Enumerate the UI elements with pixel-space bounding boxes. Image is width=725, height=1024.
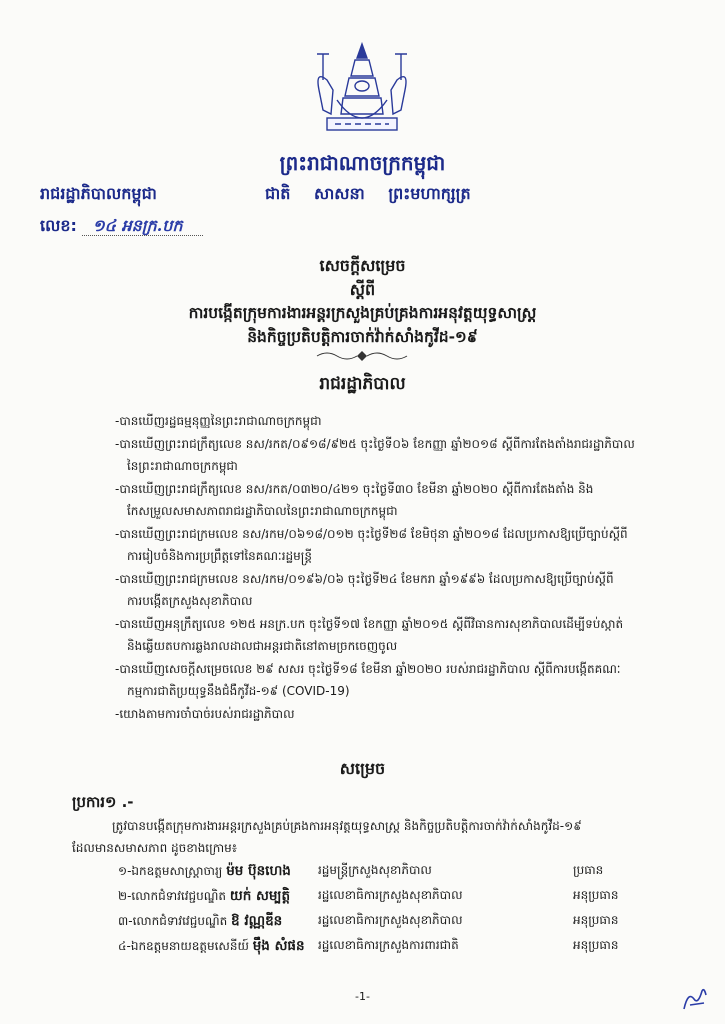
member-position: រដ្ឋមន្ត្រីក្រសួងសុខាភិបាល <box>318 863 432 877</box>
member-name: ១-ឯកឧត្តមសាស្ត្រាចារ្យ ម៉ម ប៊ុនហេង <box>118 863 291 879</box>
whereas-clauses <box>115 410 685 725</box>
member-row <box>118 910 678 935</box>
whereas-line: -បានឃើញសេចក្តីសម្រេចលេខ ២៩ សសរ ចុះថ្ងៃទី១៨ ខែមីនា ឆ្នាំ២០២០ របស់រាជរដ្ឋាភិបាល ស្តីពីការបង្កើតគណៈ <box>115 661 621 676</box>
document-number-label: លេខ: <box>40 216 77 235</box>
member-role: អនុប្រធាន <box>573 938 619 952</box>
whereas-line: និងឆ្លើយតបការឆ្លងរាលដាលជាអន្តរជាតិនៅតាមច្រកចេញចូល <box>127 639 398 653</box>
whereas-line: -បានឃើញរដ្ឋធម្មនុញ្ញនៃព្រះរាជាណាចក្រកម្ពុជា <box>115 414 322 428</box>
whereas-line: -បានឃើញព្រះរាជក្រឹត្យលេខ នស/រកត/០៣២០/៤២១ ចុះថ្ងៃទី៣០ ខែមីនា ឆ្នាំ២០២០ ស្តីពីការតែងតាំង និង <box>115 481 594 496</box>
whereas-line: -បានឃើញអនុក្រឹត្យលេខ ១២៥ អនក្រ.បក ចុះថ្ងៃទី១៧ ខែកញ្ញា ឆ្នាំ២០១៥ ស្តីពីវិធានការសុខាភិបាលដើម្បីទប់ស្កាត់ <box>115 616 624 631</box>
member-name: ២-លោកជំទាវវេជ្ជបណ្ឌិត យក់ សម្បត្តិ <box>118 888 291 904</box>
whereas-line: នៃព្រះរាជាណាចក្រកម្ពុជា <box>127 459 238 473</box>
member-position: រដ្ឋលេខាធិការក្រសួងការពារជាតិ <box>318 938 459 952</box>
article-1-body <box>72 815 687 859</box>
motto-religion: សាសនា <box>313 184 365 203</box>
kingdom-name: ព្រះរាជាណាចក្រកម្ពុជា <box>279 151 446 175</box>
whereas-line: -យោងតាមការចាំបាច់របស់រាជរដ្ឋាភិបាល <box>115 706 295 721</box>
motto-king: ព្រះមហាក្សត្រ <box>388 184 471 203</box>
member-list <box>118 860 678 960</box>
member-row <box>118 885 678 910</box>
whereas-line: កម្មការជាតិប្រយុទ្ធនឹងជំងឺកូវីដ-១៩ (COVID-19) <box>127 684 350 698</box>
issuing-government: រាជរដ្ឋាភិបាលកម្ពុជា <box>40 184 157 203</box>
member-role: អនុប្រធាន <box>573 888 619 902</box>
title-subject-line-2: និងកិច្ចប្រតិបត្តិការចាក់វ៉ាក់សាំងកូវីដ-១៩ <box>247 328 478 346</box>
divider-ornament-icon <box>312 350 412 362</box>
member-role: ប្រធាន <box>573 863 604 877</box>
title-regarding: ស្តីពី <box>349 280 376 299</box>
title-subject-line-1: ការបង្កើតក្រុមការងារអន្តរក្រសួងគ្រប់គ្រងការអនុវត្តយុទ្ធសាស្ត្រ <box>188 304 537 322</box>
royal-coat-of-arms-icon <box>297 40 427 140</box>
page-number: -1- <box>355 990 370 1003</box>
member-position: រដ្ឋលេខាធិការក្រសួងសុខាភិបាល <box>318 888 463 902</box>
member-name: ៣-លោកជំទាវវេជ្ជបណ្ឌិត ឱ វណ្ណឌីន <box>118 913 283 929</box>
article-1-line: ត្រូវបានបង្កើតក្រុមការងារអន្តរក្រសួងគ្រប់គ្រងការអនុវត្តយុទ្ធសាស្ត្រ និងកិច្ចប្រតិបត្តិការចាក់វ៉ាក់សាំងកូវីដ-១៩ <box>112 819 582 833</box>
handwritten-initial-icon <box>680 985 710 1013</box>
member-position: រដ្ឋលេខាធិការក្រសួងសុខាភិបាល <box>318 913 463 927</box>
document-number <box>40 215 203 239</box>
article-1-title: ប្រការ១ .- <box>72 793 134 811</box>
article-1-line: ដែលមានសមាសភាព ដូចខាងក្រោម៖ <box>72 841 238 855</box>
title-decision: សេចក្តីសម្រេច <box>319 256 406 275</box>
document-number-value: ១៤ អនក្រ.បក <box>82 216 202 236</box>
whereas-line: -បានឃើញព្រះរាជក្រមលេខ នស/រកម/០៦១៨/០១២ ចុះថ្ងៃទី២៨ ខែមិថុនា ឆ្នាំ២០១៨ ដែលប្រកាសឱ្យប្រើច្បាប់ស្តីពី <box>115 526 628 541</box>
national-motto <box>265 183 471 207</box>
decision-heading: សម្រេច <box>339 759 386 778</box>
motto-nation: ជាតិ <box>265 184 291 203</box>
whereas-line: ការរៀបចំនិងការប្រព្រឹត្តទៅនៃគណៈរដ្ឋមន្ត្រី <box>127 549 312 563</box>
member-row <box>118 935 678 960</box>
whereas-line: កែសម្រួលសមាសភាពរាជរដ្ឋាភិបាលនៃព្រះរាជាណាចក្រកម្ពុជា <box>127 504 398 518</box>
government-heading: រាជរដ្ឋាភិបាល <box>319 374 406 394</box>
member-role: អនុប្រធាន <box>573 913 619 927</box>
member-name: ៤-ឯកឧត្តមនាយឧត្តមសេនីយ៍ ម៉ឹង សំផន <box>118 938 305 954</box>
whereas-line: -បានឃើញព្រះរាជក្រមលេខ នស/រកម/០១៩៦/០៦ ចុះថ្ងៃទី២៤ ខែមករា ឆ្នាំ១៩៩៦ ដែលប្រកាសឱ្យប្រើច្បាប់ស្តីពី <box>115 571 614 586</box>
whereas-line: ការបង្កើតក្រសួងសុខាភិបាល <box>127 594 253 608</box>
whereas-line: -បានឃើញព្រះរាជក្រឹត្យលេខ នស/រកត/០៩១៨/៩២៥ ចុះថ្ងៃទី០៦ ខែកញ្ញា ឆ្នាំ២០១៨ ស្តីពីការតែងតាំងរាជរដ្ឋាភិបាល <box>115 436 635 451</box>
member-row <box>118 860 678 885</box>
